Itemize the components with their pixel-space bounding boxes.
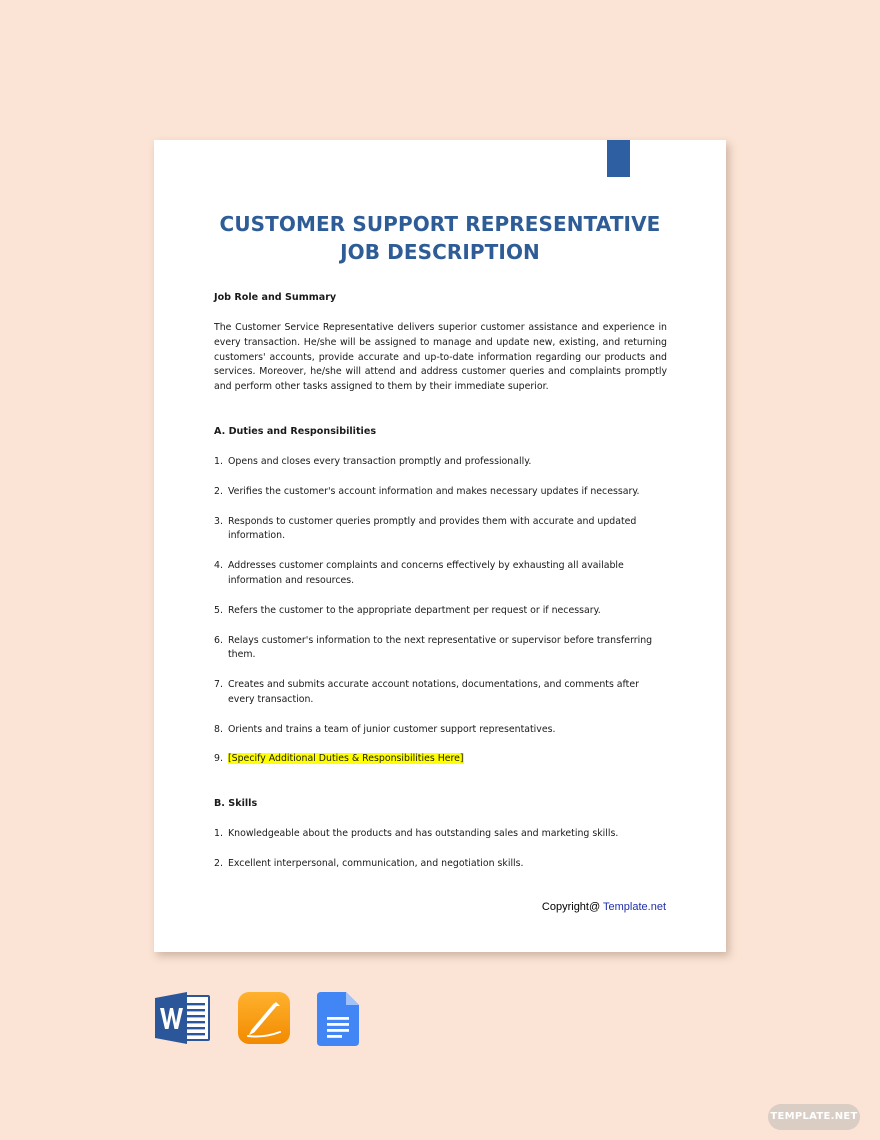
- placeholder-highlight: [Specify Additional Duties & Responsibilities Here]: [228, 753, 464, 765]
- copyright-notice: [542, 901, 666, 913]
- list-number: 2.: [214, 857, 223, 869]
- skills-heading: B. Skills: [214, 798, 258, 810]
- list-text: Orients and trains a team of junior customer support representatives.: [228, 723, 556, 735]
- duties-heading: A. Duties and Responsibilities: [214, 425, 377, 437]
- page-accent-tab: [607, 140, 630, 177]
- title-line-2: JOB DESCRIPTION: [340, 240, 540, 264]
- list-number: 6.: [214, 634, 223, 646]
- word-icon[interactable]: [155, 992, 211, 1044]
- list-text: Knowledgeable about the products and has outstanding sales and marketing skills.: [228, 828, 619, 840]
- list-text: Refers the customer to the appropriate department per request or if necessary.: [228, 604, 601, 616]
- pages-icon[interactable]: [238, 992, 290, 1044]
- list-text: Excellent interpersonal, communication, and negotiation skills.: [228, 857, 524, 869]
- google-docs-icon[interactable]: [317, 992, 359, 1046]
- list-number: 2.: [214, 485, 223, 497]
- list-text: Addresses customer complaints and concerns effectively by exhausting all available information and resources.: [228, 560, 624, 586]
- list-text: Verifies the customer's account information and makes necessary updates if necessary.: [228, 485, 640, 497]
- list-text: Relays customer's information to the next representative or supervisor before transferring them.: [228, 634, 653, 661]
- copyright-label: Copyright@: [541, 901, 604, 913]
- document-body: [214, 291, 667, 872]
- list-number: 4.: [214, 560, 223, 572]
- list-item: [214, 678, 667, 707]
- list-item: [214, 634, 667, 663]
- list-number: 1.: [214, 828, 223, 840]
- summary-paragraph: The Customer Service Representative delivers superior customer assistance and experience in every transaction. He/she will be assigned to manage and update new, existing, and returning customers' accounts, provide accurate and up-to-date information regarding our products and services. Moreover, he/she will attend and address customer queries and complaints promptly and perform other tasks assigned to them by their immediate superior.: [214, 322, 667, 393]
- list-number: 9.: [214, 753, 223, 765]
- skills-list: [214, 827, 667, 871]
- list-number: 3.: [214, 515, 223, 527]
- list-item: [214, 559, 667, 588]
- list-number: 7.: [214, 679, 223, 691]
- list-item: [214, 604, 667, 619]
- duties-list: [214, 455, 667, 767]
- document-page: [154, 140, 726, 952]
- list-text: Creates and submits accurate account notations, documentations, and comments after every transaction.: [228, 679, 639, 705]
- list-item: [214, 485, 667, 500]
- list-item: [214, 515, 667, 544]
- list-item: [214, 827, 667, 842]
- title-line-1: CUSTOMER SUPPORT REPRESENTATIVE: [219, 212, 661, 236]
- app-icons-row: [0, 992, 880, 1048]
- list-number: 5.: [214, 604, 223, 616]
- template-watermark: TEMPLATE.NET: [768, 1104, 860, 1130]
- list-text: Opens and closes every transaction promptly and professionally.: [228, 455, 532, 467]
- list-item: [214, 857, 667, 872]
- list-item: [214, 455, 667, 470]
- document-title: [154, 210, 726, 266]
- list-item: [214, 723, 667, 738]
- template-link[interactable]: Template.net: [603, 901, 666, 913]
- role-heading: Job Role and Summary: [214, 292, 337, 303]
- list-item: [214, 752, 667, 767]
- list-number: 1.: [214, 455, 223, 467]
- list-number: 8.: [214, 723, 223, 735]
- list-text: Responds to customer queries promptly and provides them with accurate and updated information.: [228, 515, 637, 542]
